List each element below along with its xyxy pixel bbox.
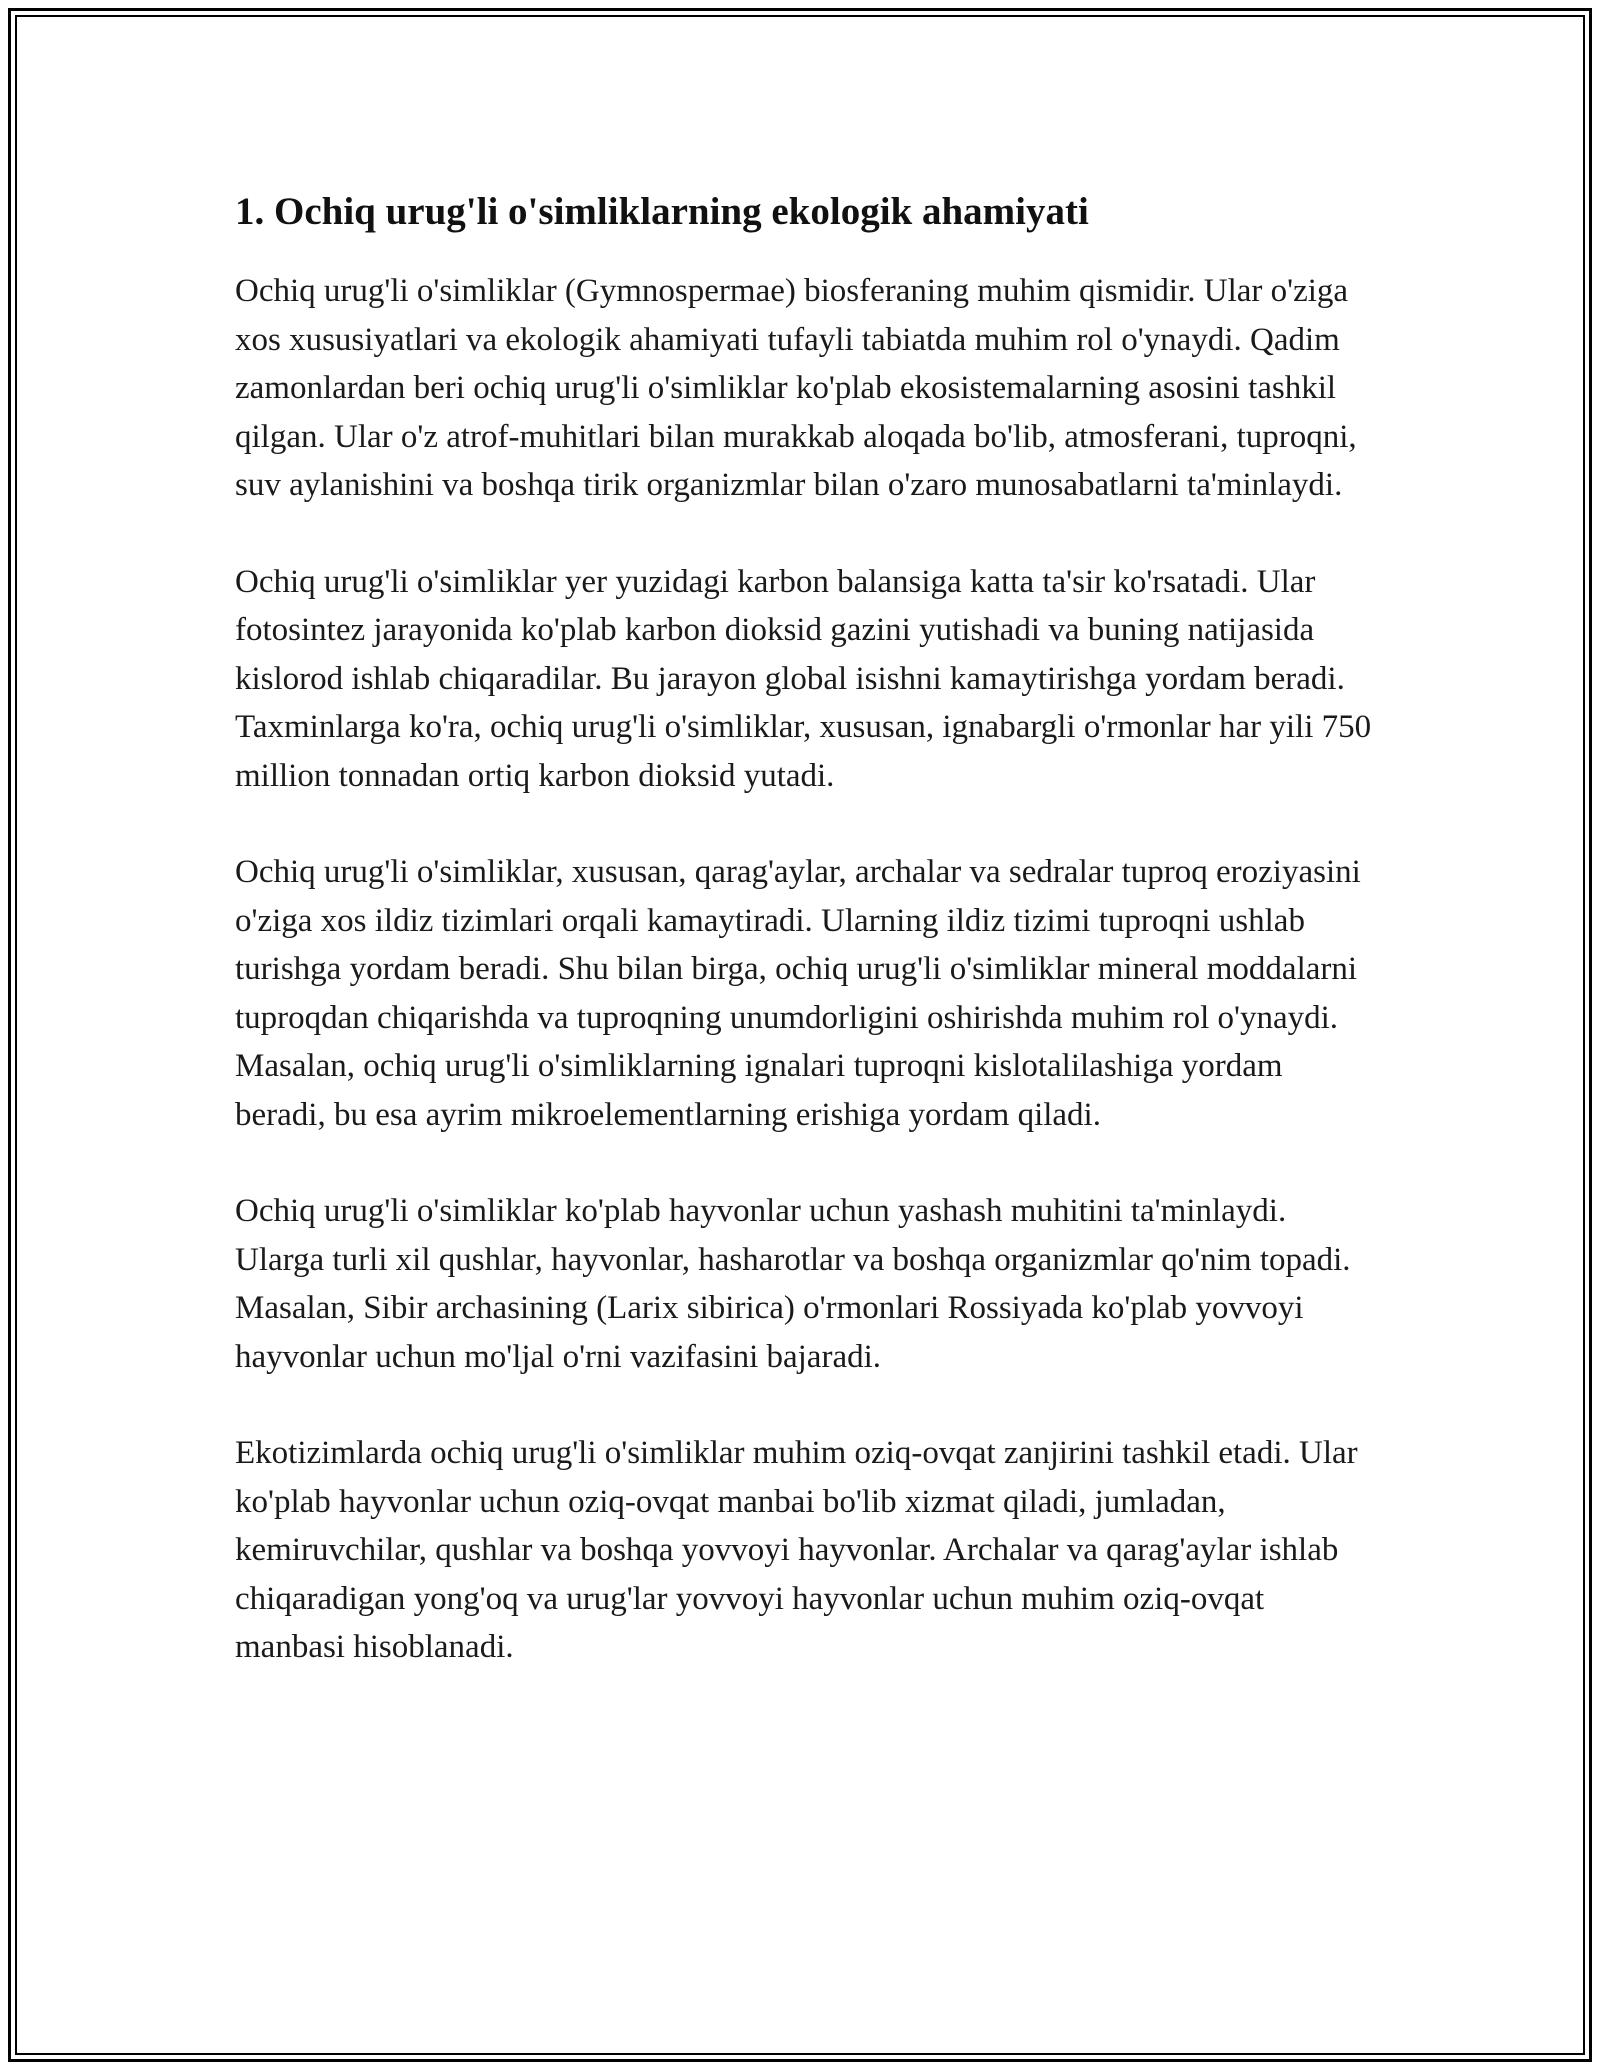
paragraph: Ochiq urug'li o'simliklar (Gymnospermae) biosferaning muhim qismidir. Ular o'ziga xos xususiyatlari va ekologik ahamiyati tufayli tabiatda muhim rol o'ynaydi. Qadim zamonlardan beri ochiq urug'li o'simliklar ko'plab ekosistemalarning asosini tashkil qilgan. Ular o'z atrof-muhitlari bilan murakkab aloqada bo'lib, atmosferani, tuproqni, suv aylanishini va boshqa tirik organizmlar bilan o'zaro munosabatlarni ta'minlaydi. xyxy=(235,273,1357,503)
paragraph: Ochiq urug'li o'simliklar, xususan, qarag'aylar, archalar va sedralar tuproq eroziyasini o'ziga xos ildiz tizimlari orqali kamaytiradi. Ularning ildiz tizimi tuproqni ushlab turishga yordam beradi. Shu bilan birga, ochiq urug'li o'simliklar mineral moddalarni tuproqdan chiqarishda va tuproqning unumdorligini oshirishda muhim rol o'ynaydi. Masalan, ochiq urug'li o'simliklarning ignalari tuproqni kislotalilashiga yordam beradi, bu esa ayrim mikroelementlarning erishiga yordam qiladi. xyxy=(235,854,1361,1133)
paragraph: Ochiq urug'li o'simliklar yer yuzidagi karbon balansiga katta ta'sir ko'rsatadi. Ular fotosintez jarayonida ko'plab karbon dioksid gazini yutishadi va buning natijasida kislorod ishlab chiqaradilar. Bu jarayon global isishni kamaytirishga yordam beradi. Taxminlarga ko'ra, ochiq urug'li o'simliklar, xususan, ignabargli o'rmonlar har yili 750 million tonnadan ortiq karbon dioksid yutadi. xyxy=(235,563,1372,794)
section-heading: 1. Ochiq urug'li o'simliklarning ekologik ahamiyati xyxy=(235,190,1089,233)
paragraph: Ochiq urug'li o'simliklar ko'plab hayvonlar uchun yashash muhitini ta'minlaydi. Ularga turli xil qushlar, hayvonlar, hasharotlar va boshqa organizmlar qo'nim topadi. Masalan, Sibir archasining (Larix sibirica) o'rmonlari Rossiyada ko'plab yovvoyi hayvonlar uchun mo'ljal o'rni vazifasini bajaradi. xyxy=(235,1193,1351,1375)
document-body xyxy=(235,185,1375,1720)
paragraph: Ekotizimlarda ochiq urug'li o'simliklar muhim oziq-ovqat zanjirini tashkil etadi. Ular ko'plab hayvonlar uchun oziq-ovqat manbai bo'lib xizmat qiladi, jumladan, kemiruvchilar, qushlar va boshqa yovvoyi hayvonlar. Archalar va qarag'aylar ishlab chiqaradigan yong'oq va urug'lar yovvoyi hayvonlar uchun muhim oziq-ovqat manbasi hisoblanadi. xyxy=(235,1435,1358,1665)
